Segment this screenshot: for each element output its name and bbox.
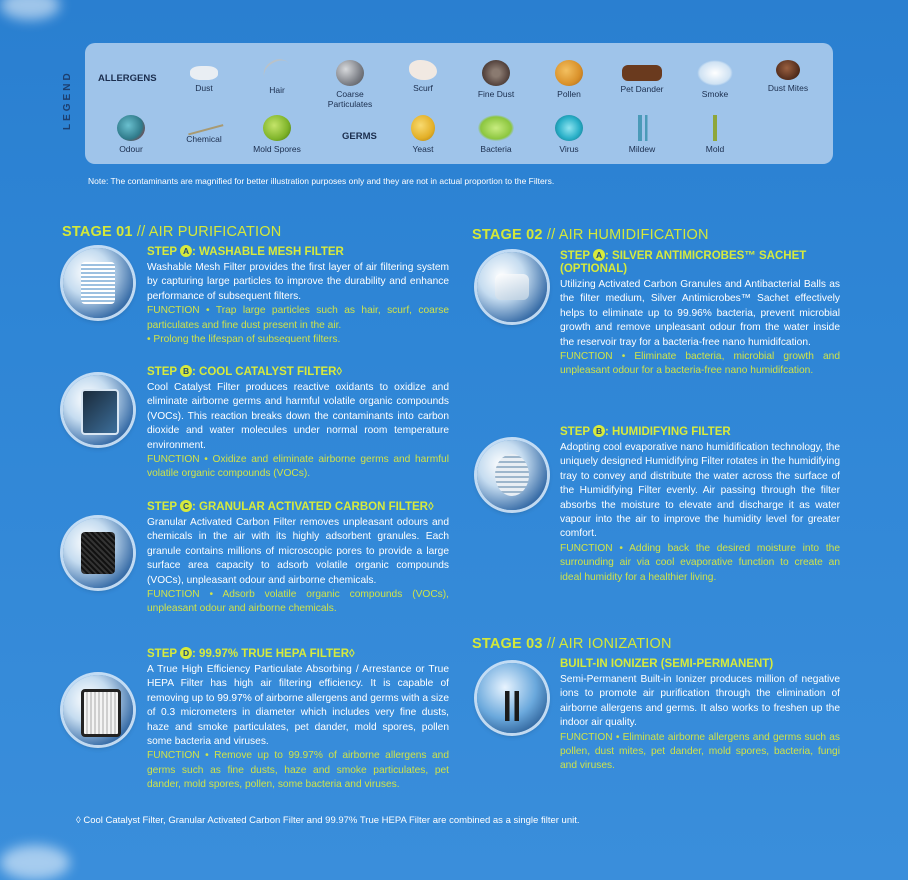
step-function: FUNCTION • Oxidize and eliminate airborne germs and harmful volatile organic compounds (VOCs). bbox=[147, 454, 449, 480]
step-function: FUNCTION • Adding back the desired moisture into the surrounding air via cool evaporative function to create an ideal humidity for a healthier living. bbox=[560, 542, 840, 583]
legend-item-smoke: Smoke bbox=[680, 60, 750, 99]
step-a-heading: STEP A : SILVER ANTIMICROBES™ SACHET (OPTIONAL) bbox=[560, 250, 807, 275]
stage1-step-d bbox=[147, 647, 449, 793]
humidifying-filter-image bbox=[477, 440, 547, 510]
mildew-icon bbox=[628, 115, 656, 141]
step-b-heading: STEP B : COOL CATALYST FILTER◊ bbox=[147, 366, 343, 378]
stage2-step-b bbox=[560, 425, 840, 585]
step-function: FUNCTION • Adsorb volatile organic compounds (VOCs), unpleasant odour and airborne chemicals. bbox=[147, 589, 449, 615]
legend-item-hair: Hair bbox=[242, 60, 312, 95]
step-function: FUNCTION • Remove up to 99.97% of airborne allergens and germs such as fine dusts, haze and smoke particulates, pet dander, mold spores, pollen, some bacteria and viruses. bbox=[147, 750, 449, 791]
step-description: Washable Mesh Filter provides the first layer of air filtering system by capturing large particles to improve the durability and enhance performance of subsequent filters. bbox=[147, 262, 449, 302]
dust-icon bbox=[190, 66, 218, 80]
step-c-heading: STEP C : GRANULAR ACTIVATED CARBON FILTER◊ bbox=[147, 501, 434, 513]
step-function: FUNCTION • Trap large particles such as hair, scurf, coarse particulates and fine dust present in the air. bbox=[147, 305, 449, 331]
cool-catalyst-filter-image bbox=[63, 375, 133, 445]
legend-item-dust: Dust bbox=[169, 60, 239, 93]
legend-item-fine-dust: Fine Dust bbox=[461, 60, 531, 99]
bacteria-icon bbox=[478, 115, 514, 141]
stage2-step-a bbox=[560, 249, 840, 379]
step-badge: B bbox=[180, 365, 192, 377]
coarse-particulates-icon bbox=[336, 60, 364, 86]
mold-spores-icon bbox=[263, 115, 291, 141]
step-function: FUNCTION • Eliminate bacteria, microbial growth and unpleasant odour for a bacteria-free nano humidifcation. bbox=[560, 351, 840, 377]
step-badge: B bbox=[593, 425, 605, 437]
cloud-decoration bbox=[0, 845, 70, 880]
scurf-icon bbox=[409, 60, 437, 80]
germs-label: GERMS bbox=[342, 131, 377, 142]
cloud-decoration bbox=[0, 0, 60, 20]
true-hepa-filter-image bbox=[63, 675, 133, 745]
pollen-icon bbox=[555, 60, 583, 86]
legend-item-bacteria: Bacteria bbox=[461, 115, 531, 154]
step-badge: D bbox=[180, 647, 192, 659]
ionizer-image bbox=[477, 663, 547, 733]
step-badge: A bbox=[180, 245, 192, 257]
legend-item-mold-spores: Mold Spores bbox=[242, 115, 312, 154]
stage1-step-c bbox=[147, 500, 449, 617]
washable-mesh-filter-image bbox=[63, 248, 133, 318]
mold-icon bbox=[701, 115, 729, 141]
virus-icon bbox=[555, 115, 583, 141]
smoke-icon bbox=[697, 60, 733, 86]
step-description: Adopting cool evaporative nano humidification technology, the uniquely designed Humidifying Filter rotates in the humidifying tray to convey and distribute the water across the surface of the Humidifying Filter evenly. Air passing through the filter absorbs the moisture to elevate and discharge it as water vapour into the air to improve the humidity level for greater comfort. bbox=[560, 442, 840, 540]
activated-carbon-filter-image bbox=[63, 518, 133, 588]
allergens-label: ALLERGENS bbox=[98, 73, 157, 84]
legend-item-yeast: Yeast bbox=[388, 115, 458, 154]
legend-item-mold: Mold bbox=[680, 115, 750, 154]
legend-item-mildew: Mildew bbox=[607, 115, 677, 154]
step-description: A True High Efficiency Particulate Absorbing / Arrestance or True HEPA Filter has high air filtering efficiency. It is capable of removing up to 99.97% of airborne allergens and germs with a size of 0.3 micrometers in diameter which includes very fine dusts, haze and smoke particulates, pet dander, mold spores, pollen some bacteria and viruses. bbox=[147, 664, 449, 748]
stage-02-title: STAGE 02 // AIR HUMIDIFICATION bbox=[472, 227, 709, 243]
pet-dander-icon bbox=[622, 65, 662, 81]
ionizer-heading: BUILT-IN IONIZER (SEMI-PERMANENT) bbox=[560, 658, 774, 670]
fine-dust-icon bbox=[482, 60, 510, 86]
step-function-extra: • Prolong the lifespan of subsequent filters. bbox=[147, 334, 341, 346]
silver-antimicrobes-sachet-image bbox=[477, 252, 547, 322]
legend-title: LEGEND bbox=[62, 70, 73, 130]
legend-panel bbox=[85, 43, 833, 164]
legend-item-scurf: Scurf bbox=[388, 60, 458, 93]
stage-01-title: STAGE 01 // AIR PURIFICATION bbox=[62, 224, 282, 240]
footnote: ◊ Cool Catalyst Filter, Granular Activated Carbon Filter and 99.97% True HEPA Filter are combined as a single filter unit. bbox=[76, 815, 580, 826]
step-d-heading: STEP D : 99.97% TRUE HEPA FILTER◊ bbox=[147, 648, 355, 660]
step-description: Utilizing Activated Carbon Granules and Antibacterial Balls as the filter medium, Silver Antimicrobes™ Sachet effectively helps to eliminate up to 99.96% bacteria, prevent microbial growth and remove unpleasant odour from the water inside the reservoir tray for a bacteria-free nano humidifcation. bbox=[560, 279, 840, 348]
legend-item-pet-dander: Pet Dander bbox=[607, 60, 677, 94]
yeast-icon bbox=[411, 115, 435, 141]
odour-icon bbox=[117, 115, 145, 141]
legend-item-pollen: Pollen bbox=[534, 60, 604, 99]
step-badge: C bbox=[180, 500, 192, 512]
step-function: FUNCTION • Eliminate airborne allergens and germs such as pollen, dust mites, pet dander, mold spores, bacteria, fungi and viruses. bbox=[560, 731, 840, 772]
stage-03-title: STAGE 03 // AIR IONIZATION bbox=[472, 636, 672, 652]
stage1-step-b bbox=[147, 365, 449, 482]
legend-item-virus: Virus bbox=[534, 115, 604, 154]
hair-icon bbox=[259, 54, 294, 87]
step-a-heading: STEP A : WASHABLE MESH FILTER bbox=[147, 246, 344, 258]
step-description: Semi-Permanent Built-in Ionizer produces million of negative ions to promote air purification through the elimination of airborne allergens and germs. It also works to freshen up the indoor air quality. bbox=[560, 674, 840, 729]
legend-item-chemical: Chemical bbox=[169, 115, 239, 144]
step-description: Granular Activated Carbon Filter removes unpleasant odours and chemicals in the air with its highly adsorbent granules. Each granule contains millions of microscopic pores to provide a large surface area capacity to adsorb volatile organic compounds (VOCs), unpleasant odour and airborne chemicals. bbox=[147, 517, 449, 586]
stage3-ionizer bbox=[560, 658, 840, 774]
legend-item-odour: Odour bbox=[96, 115, 166, 154]
dust-mite-icon bbox=[776, 60, 800, 80]
legend-note: Note: The contaminants are magnified for better illustration purposes only and they are not in actual proportion to the Filters. bbox=[88, 176, 555, 186]
stage1-step-a bbox=[147, 245, 449, 347]
step-b-heading: STEP B : HUMIDIFYING FILTER bbox=[560, 426, 731, 438]
chemical-icon bbox=[185, 111, 224, 136]
legend-item-coarse: Coarse Particulates bbox=[315, 60, 385, 109]
step-description: Cool Catalyst Filter produces reactive oxidants to oxidize and eliminate airborne germs and harmful volatile organic compounds (VOCs). This reaction breaks down the contaminants into carbon dioxide and water molecules under normal room temperature environment. bbox=[147, 382, 449, 451]
step-badge: A bbox=[593, 249, 605, 261]
legend-item-dust-mites: Dust Mites bbox=[753, 60, 823, 93]
